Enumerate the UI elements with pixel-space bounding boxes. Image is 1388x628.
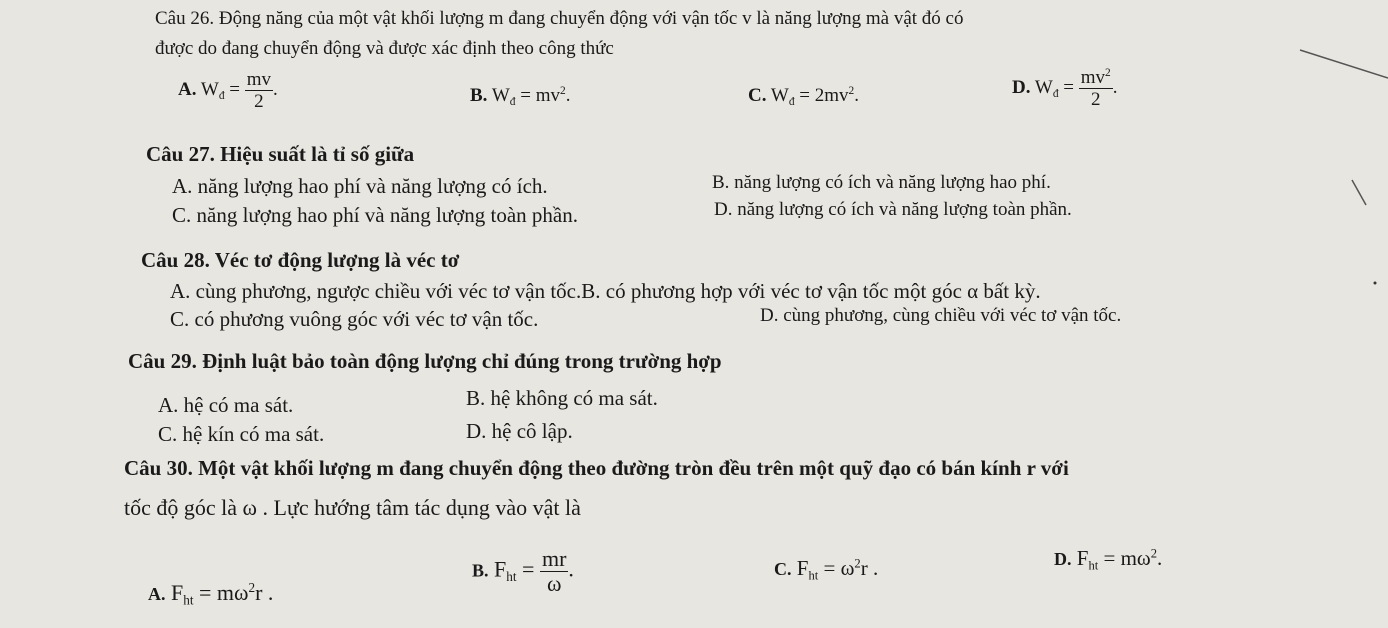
q29-option-a: A. hệ có ma sát. (158, 393, 294, 417)
q27-stem: Câu 27. Hiệu suất là tỉ số giữa (146, 142, 415, 166)
q26-option-b: B. $W_đ = mv^2$. (470, 85, 571, 108)
q27-option-d: D. năng lượng có ích và năng lượng toàn phần. (714, 199, 1072, 220)
edge-stroke-top (1300, 50, 1388, 78)
q26-stem-2: được do đang chuyển động và được xác định theo công thức (155, 38, 614, 59)
q26-a-fraction: $\frac{mv}{2}$ (246, 69, 272, 112)
edge-stroke-right (1352, 180, 1366, 205)
q26-stem-line2 (155, 38, 614, 60)
q26-option-c: C. $W_đ = 2mv^2$. (748, 85, 859, 108)
q26-option-d: D. $W_đ$ = $\frac{mv^2}{2}$ . (1012, 67, 1118, 110)
q29-option-b: B. hệ không có ma sát. (466, 386, 658, 410)
q28-option-c: C. có phương vuông góc với véc tơ vận tốc. (170, 307, 539, 331)
q29-option-d: D. hệ cô lập. (466, 419, 573, 443)
q30-option-b: B. $F_{ht}$ = $\frac{mr}{\omega}$ . (472, 546, 574, 596)
q30-stem-line1: Câu 30. Một vật khối lượng m đang chuyển động theo đường tròn đều trên một quỹ đạo có bán kính r với (124, 456, 1069, 480)
q27-option-a: A. năng lượng hao phí và năng lượng có ích. (172, 174, 548, 198)
q30-option-a: A. $F_{ht} = m\omega^2r$ . (148, 580, 274, 608)
q30-option-d: D. $F_{ht} = m\omega^2$. (1054, 546, 1163, 573)
edge-dot (1374, 282, 1377, 285)
q26-option-a: A. $W_đ$ = $\frac{mv}{2}$ . (178, 69, 278, 112)
q27-option-c: C. năng lượng hao phí và năng lượng toàn phần. (172, 203, 578, 227)
q28-options-ab: A. cùng phương, ngược chiều với véc tơ vận tốc.B. có phương hợp với véc tơ vận tốc một góc α bất kỳ. (170, 279, 1041, 303)
q27-option-b: B. năng lượng có ích và năng lượng hao phí. (712, 172, 1051, 193)
q30-stem-line2: tốc độ góc là ω . Lực hướng tâm tác dụng vào vật là (124, 495, 581, 520)
q28-option-d: D. cùng phương, cùng chiều với véc tơ vận tốc. (760, 305, 1122, 326)
q26-d-fraction: $\frac{mv^2}{2}$ (1080, 67, 1111, 110)
q26-stem-1: Câu 26. Động năng của một vật khối lượng m đang chuyển động với vận tốc v là năng lượng mà vật đó có (155, 8, 964, 29)
q29-stem: Câu 29. Định luật bảo toàn động lượng chỉ đúng trong trường hợp (128, 349, 722, 373)
q29-option-c: C. hệ kín có ma sát. (158, 422, 325, 446)
q26-stem-line1 (155, 8, 963, 30)
q30-b-fraction: $\frac{mr}{\omega}$ (541, 546, 567, 596)
q30-option-c: C. $F_{ht} = \omega^2r$ . (774, 556, 879, 583)
q28-stem: Câu 28. Véc tơ động lượng là véc tơ (141, 248, 460, 272)
